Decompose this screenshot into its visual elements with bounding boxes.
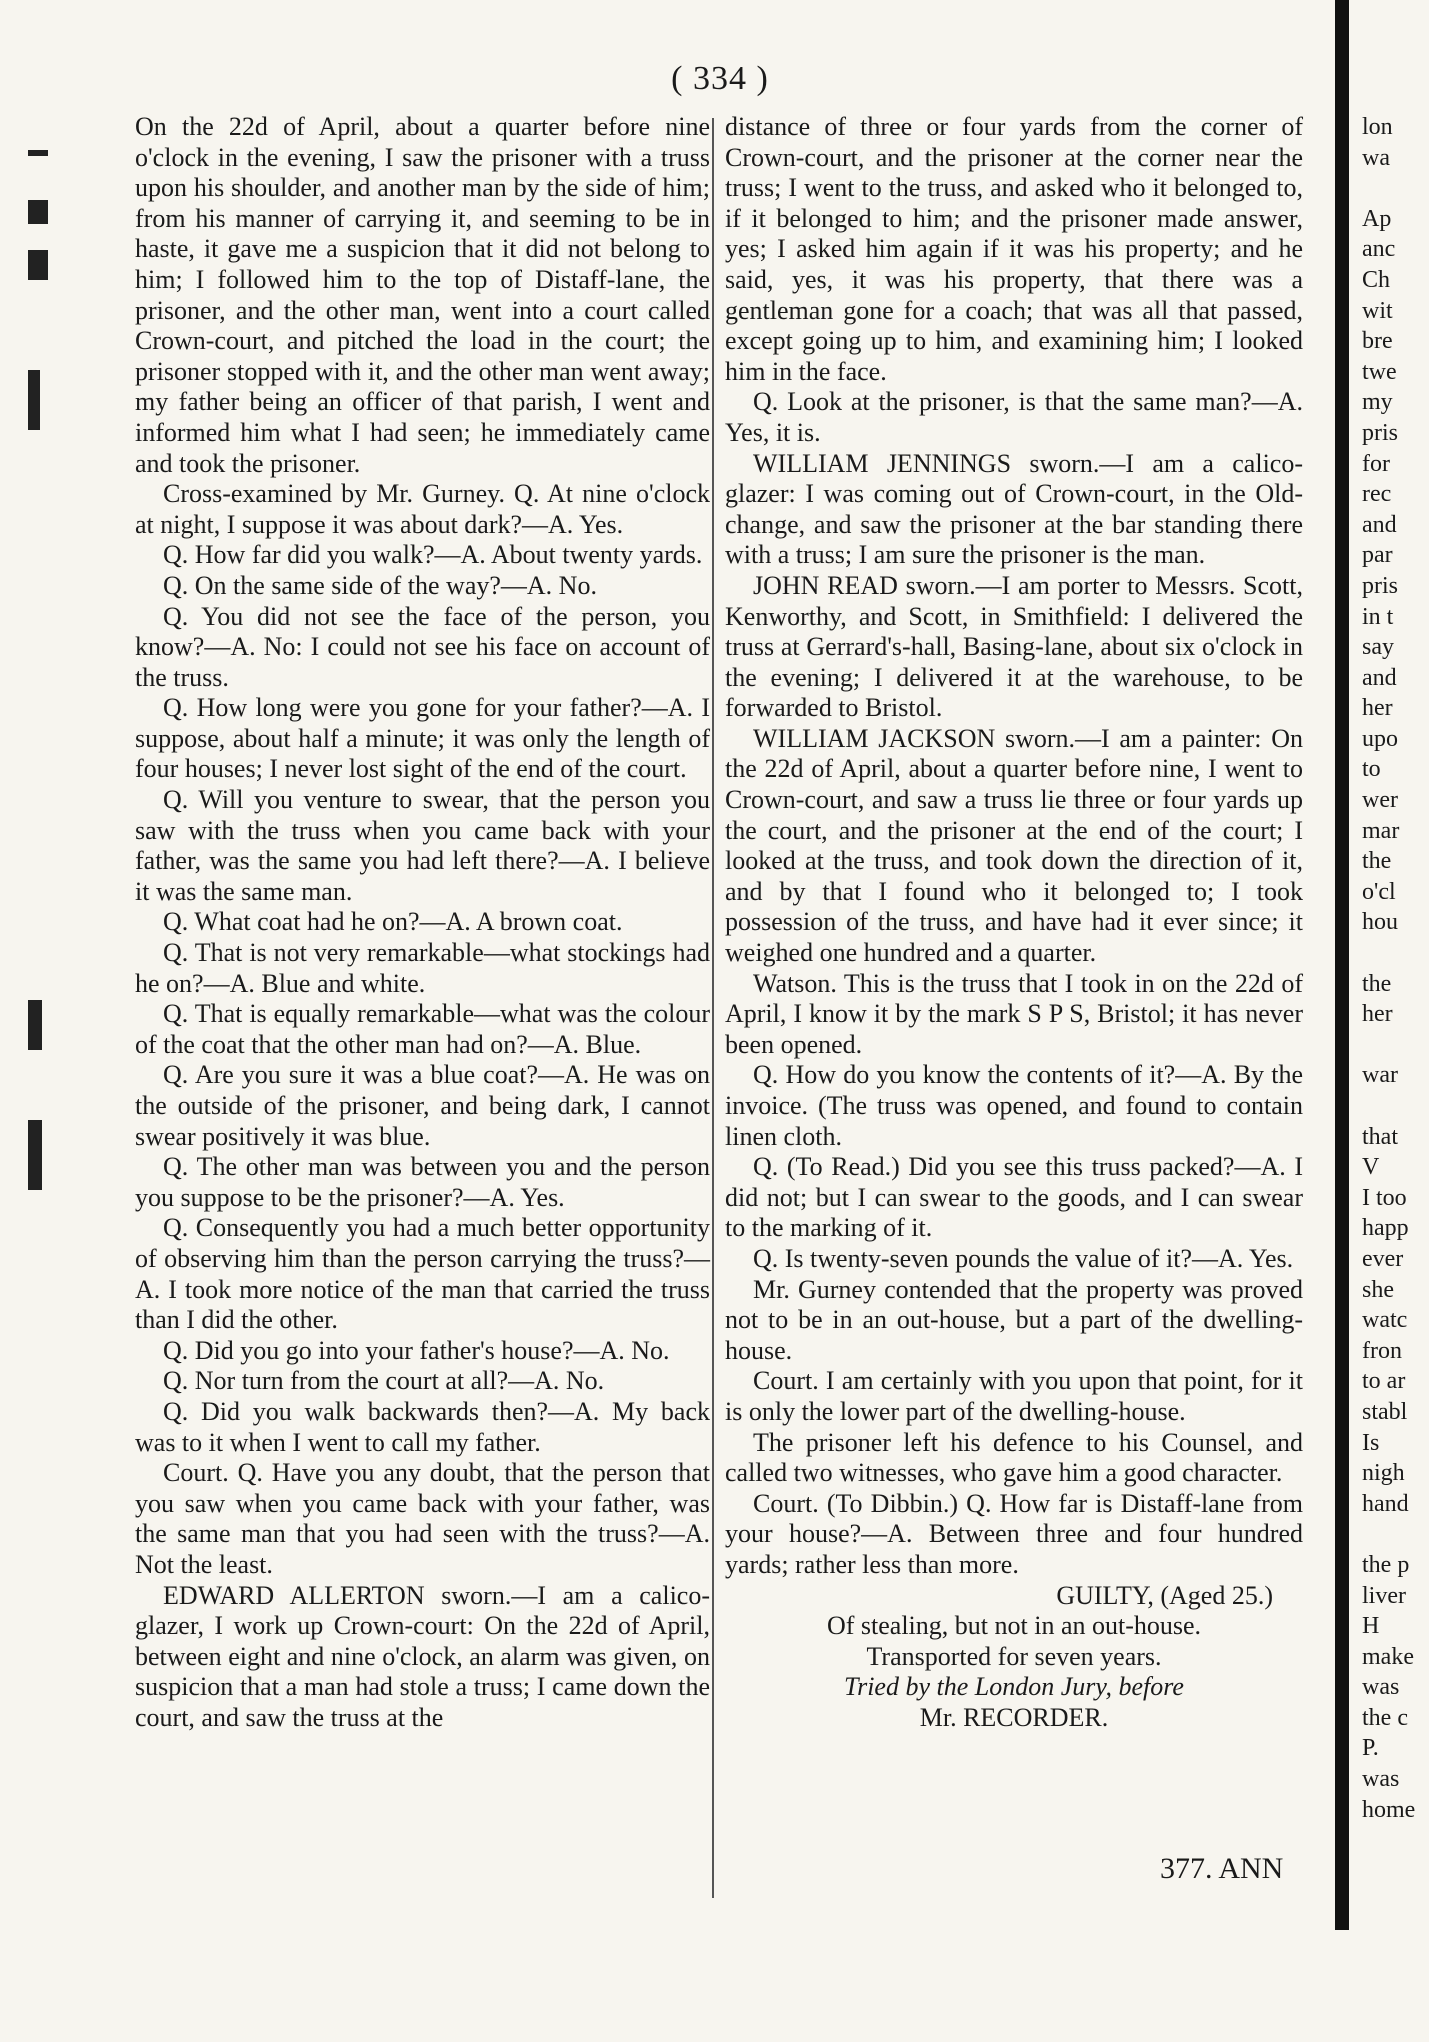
adjacent-page-line: was xyxy=(1362,1766,1400,1793)
scan-mark xyxy=(28,1120,42,1190)
adjacent-page-line: her xyxy=(1362,1001,1393,1028)
column-divider xyxy=(712,118,714,1898)
adjacent-page-line: upo xyxy=(1362,725,1398,752)
adjacent-page-line: pris xyxy=(1362,419,1398,446)
adjacent-page-line: hand xyxy=(1362,1490,1409,1517)
adjacent-page-line: twe xyxy=(1362,358,1397,385)
left-column-paragraph: Q. Did you go into your father's house?—A. No. xyxy=(163,1335,670,1365)
adjacent-page-line: lon xyxy=(1362,114,1393,140)
right-column-paragraph: WILLIAM JENNINGS sworn.—I am a calico-glazer: I was coming out of Crown-court, in the Old-change, and saw the prisoner at the bar standing there with a truss; I am sure the prisoner is the man. xyxy=(725,448,1303,570)
adjacent-page-line: to ar xyxy=(1362,1368,1406,1395)
left-column-paragraph: Q. How long were you gone for your father?—A. I suppose, about half a minute; it was only the length of four houses; I never lost sight of the end of the court. xyxy=(135,693,710,784)
right-column-paragraph: Q. Is twenty-seven pounds the value of it?—A. Yes. xyxy=(753,1243,1294,1273)
adjacent-page-line: happ xyxy=(1362,1215,1409,1242)
left-column-paragraph: EDWARD ALLERTON sworn.—I am a calico-glazer, I work up Crown-court: On the 22d of April, between eight and nine o'clock, an alarm was given, on suspicion that a man had stole a truss; I came down the court, and saw the truss at the xyxy=(135,1580,710,1732)
adjacent-page-line: wa xyxy=(1362,144,1390,171)
right-column xyxy=(725,112,1303,1733)
adjacent-page-line: mar xyxy=(1362,817,1400,844)
right-column-paragraph: Q. (To Read.) Did you see this truss packed?—A. I did not; but I can swear to the goods, and I can swear to the marking of it. xyxy=(725,1152,1303,1243)
verdict-judge: Mr. RECORDER. xyxy=(919,1702,1109,1732)
adjacent-page-line: home xyxy=(1362,1796,1416,1823)
verdict-offence: Of stealing, but not in an out-house. xyxy=(826,1611,1202,1641)
left-column-paragraph: Q. That is not very remarkable—what stockings had he on?—A. Blue and white. xyxy=(135,938,710,998)
right-column-paragraph: Court. (To Dibbin.) Q. How far is Distaff-lane from your house?—A. Between three and four hundred yards; rather less than more. xyxy=(725,1488,1303,1579)
verdict-sentence: Transported for seven years. xyxy=(866,1641,1162,1671)
scan-mark xyxy=(28,1000,42,1050)
adjacent-page-line: wit xyxy=(1362,297,1393,324)
left-column-paragraph: Cross-examined by Mr. Gurney. Q. At nine o'clock at night, I suppose it was about dark?—A. Yes. xyxy=(135,479,710,539)
adjacent-page-line xyxy=(1362,938,1422,969)
adjacent-page-line: Is xyxy=(1362,1429,1380,1456)
adjacent-page-line: the p xyxy=(1362,1551,1410,1578)
right-column-paragraph: Watson. This is the truss that I took in on the 22d of April, I know it by the mark S P S, Bristol; it has never been opened. xyxy=(725,968,1303,1059)
right-column-paragraph: JOHN READ sworn.—I am porter to Messrs. Scott, Kenworthy, and Scott, in Smithfield: I delivered the truss at Gerrard's-hall, Basing-lane, about six o'clock in the evening; I delivered it at the warehouse, to be forwarded to Bristol. xyxy=(725,570,1303,723)
adjacent-page-line: nigh xyxy=(1362,1460,1405,1487)
right-column-paragraph: Q. Look at the prisoner, is that the same man?—A. Yes, it is. xyxy=(725,387,1303,447)
scan-mark xyxy=(28,370,40,430)
adjacent-page-line: say xyxy=(1362,634,1394,661)
left-column-paragraph: Q. On the same side of the way?—A. No. xyxy=(163,570,597,600)
right-column-paragraph: distance of three or four yards from the corner of Crown-court, and the prisoner at the corner near the truss; I went to the truss, and asked who it belonged to, if it belonged to him; and the prisoner made answer, yes; I asked him again if it was his property; and he said, yes, it was his property, that there was a gentleman gone for a coach; that was all that passed, except going up to him, and examining him; I looked him in the face. xyxy=(725,112,1303,386)
scan-mark xyxy=(28,200,48,224)
adjacent-page-line: stabl xyxy=(1362,1398,1408,1425)
adjacent-page-line: hou xyxy=(1362,909,1398,936)
adjacent-page-line: V xyxy=(1362,1154,1380,1181)
adjacent-page-line: H xyxy=(1362,1613,1380,1640)
adjacent-page-line: was xyxy=(1362,1674,1400,1701)
adjacent-page-line: P. xyxy=(1362,1735,1379,1762)
adjacent-page-line: for xyxy=(1362,450,1390,477)
right-column-paragraph: The prisoner left his defence to his Counsel, and called two witnesses, who gave him a good character. xyxy=(725,1427,1303,1488)
page-number: ( 334 ) xyxy=(671,60,769,97)
adjacent-page-line: o'cl xyxy=(1362,878,1396,905)
adjacent-page-line: the xyxy=(1362,970,1392,997)
adjacent-page-line xyxy=(1362,173,1422,204)
adjacent-page-line: I too xyxy=(1362,1184,1407,1211)
left-column-paragraph: Q. You did not see the face of the person, you know?—A. No: I could not see his face on account of the truss. xyxy=(135,601,710,692)
adjacent-page-line: bre xyxy=(1362,328,1393,355)
left-column xyxy=(135,112,710,1733)
left-column-paragraph: Q. The other man was between you and the person you suppose to be the prisoner?—A. Yes. xyxy=(135,1152,710,1212)
adjacent-page-line: and xyxy=(1362,664,1397,691)
adjacent-page-line: wer xyxy=(1362,787,1398,814)
left-column-paragraph: Q. Will you venture to swear, that the person you saw with the truss when you came back with your father, was the same you had left there?—A. I believe it was the same man. xyxy=(135,785,710,906)
verdict-guilty: GUILTY, (Aged 25.) xyxy=(1056,1580,1273,1610)
left-column-paragraph: Q. Did you walk backwards then?—A. My back was to it when I went to call my father. xyxy=(135,1396,710,1457)
adjacent-page-line: she xyxy=(1362,1276,1394,1303)
adjacent-page-line: make xyxy=(1362,1643,1414,1670)
right-column-paragraph: Q. How do you know the contents of it?—A. By the invoice. (The truss was opened, and found to contain linen cloth. xyxy=(725,1060,1303,1151)
adjacent-page-line xyxy=(1362,1091,1422,1122)
adjacent-page-line: the c xyxy=(1362,1704,1408,1731)
left-column-paragraph: On the 22d of April, about a quarter before nine o'clock in the evening, I saw the prisoner with a truss upon his shoulder, and another man by the side of him; from his manner of carrying it, and seeming to be in haste, it gave me a suspicion that it did not belong to him; I followed him to the top of Distaff-lane, the prisoner, and the other man, went into a court called Crown-court, and pitched the load in the court; the prisoner stopped with it, and the other man went away; my father being an officer of that parish, I went and informed him what I had seen; he immediately came and took the prisoner. xyxy=(135,112,710,478)
adjacent-page-line: ever xyxy=(1362,1245,1404,1272)
verdict-tried: Tried by the London Jury, before xyxy=(844,1672,1184,1702)
left-column-paragraph: Q. How far did you walk?—A. About twenty yards. xyxy=(163,540,703,570)
left-column-paragraph: Q. Consequently you had a much better opportunity of observing him than the person carrying the truss?—A. I took more notice of the man that carried the truss than I did the other. xyxy=(135,1213,710,1335)
right-column-paragraph: Mr. Gurney contended that the property was proved not to be in an out-house, but a part of the dwelling-house. xyxy=(725,1274,1303,1365)
adjacent-page-fragment xyxy=(1362,112,1422,1825)
scan-mark xyxy=(28,150,48,156)
adjacent-page-line: pris xyxy=(1362,572,1398,599)
adjacent-page-line xyxy=(1362,1519,1422,1550)
adjacent-page-line: Ch xyxy=(1362,266,1391,293)
right-column-paragraph: Court. I am certainly with you upon that point, for it is only the lower part of the dwelling-house. xyxy=(725,1366,1303,1426)
adjacent-page-line xyxy=(1362,1030,1422,1061)
adjacent-page-line: her xyxy=(1362,695,1393,722)
adjacent-page-line: my xyxy=(1362,389,1393,416)
left-column-paragraph: Q. That is equally remarkable—what was the colour of the coat that the other man had on?—A. Blue. xyxy=(135,999,710,1059)
adjacent-page-line: Ap xyxy=(1362,205,1392,232)
adjacent-page-line: and xyxy=(1362,511,1397,538)
adjacent-page-line: liver xyxy=(1362,1582,1406,1609)
adjacent-page-line: par xyxy=(1362,542,1393,569)
catchword: 377. ANN xyxy=(1160,1852,1284,1885)
adjacent-page-line: war xyxy=(1362,1062,1398,1089)
adjacent-page-line: watc xyxy=(1362,1307,1408,1334)
left-column-paragraph: Q. What coat had he on?—A. A brown coat. xyxy=(163,907,623,937)
page-binding-edge xyxy=(1335,0,1349,1930)
scan-mark xyxy=(28,250,48,280)
left-column-paragraph: Q. Nor turn from the court at all?—A. No. xyxy=(163,1366,605,1396)
adjacent-page-line: rec xyxy=(1362,481,1392,508)
left-column-paragraph: Court. Q. Have you any doubt, that the person that you saw when you came back with your father, was the same man that you had seen with the truss?—A. Not the least. xyxy=(135,1458,710,1579)
adjacent-page-line: anc xyxy=(1362,236,1396,263)
adjacent-page-line: fron xyxy=(1362,1337,1402,1364)
adjacent-page-line: the xyxy=(1362,848,1392,875)
right-column-paragraph: WILLIAM JACKSON sworn.—I am a painter: On the 22d of April, about a quarter before nine, I went to Crown-court, and saw a truss lie three or four yards up the court, and the prisoner at the end of the court; I looked at the truss, and took down the direction of it, and by that I found who it belonged to; I took possession of the truss, and have had it ever since; it weighed one hundred and a quarter. xyxy=(725,723,1303,968)
adjacent-page-line: that xyxy=(1362,1123,1398,1150)
left-column-paragraph: Q. Are you sure it was a blue coat?—A. He was on the outside of the prisoner, and being dark, I cannot swear positively it was blue. xyxy=(135,1060,710,1151)
adjacent-page-line: in t xyxy=(1362,603,1394,630)
adjacent-page-line: to xyxy=(1362,756,1381,783)
